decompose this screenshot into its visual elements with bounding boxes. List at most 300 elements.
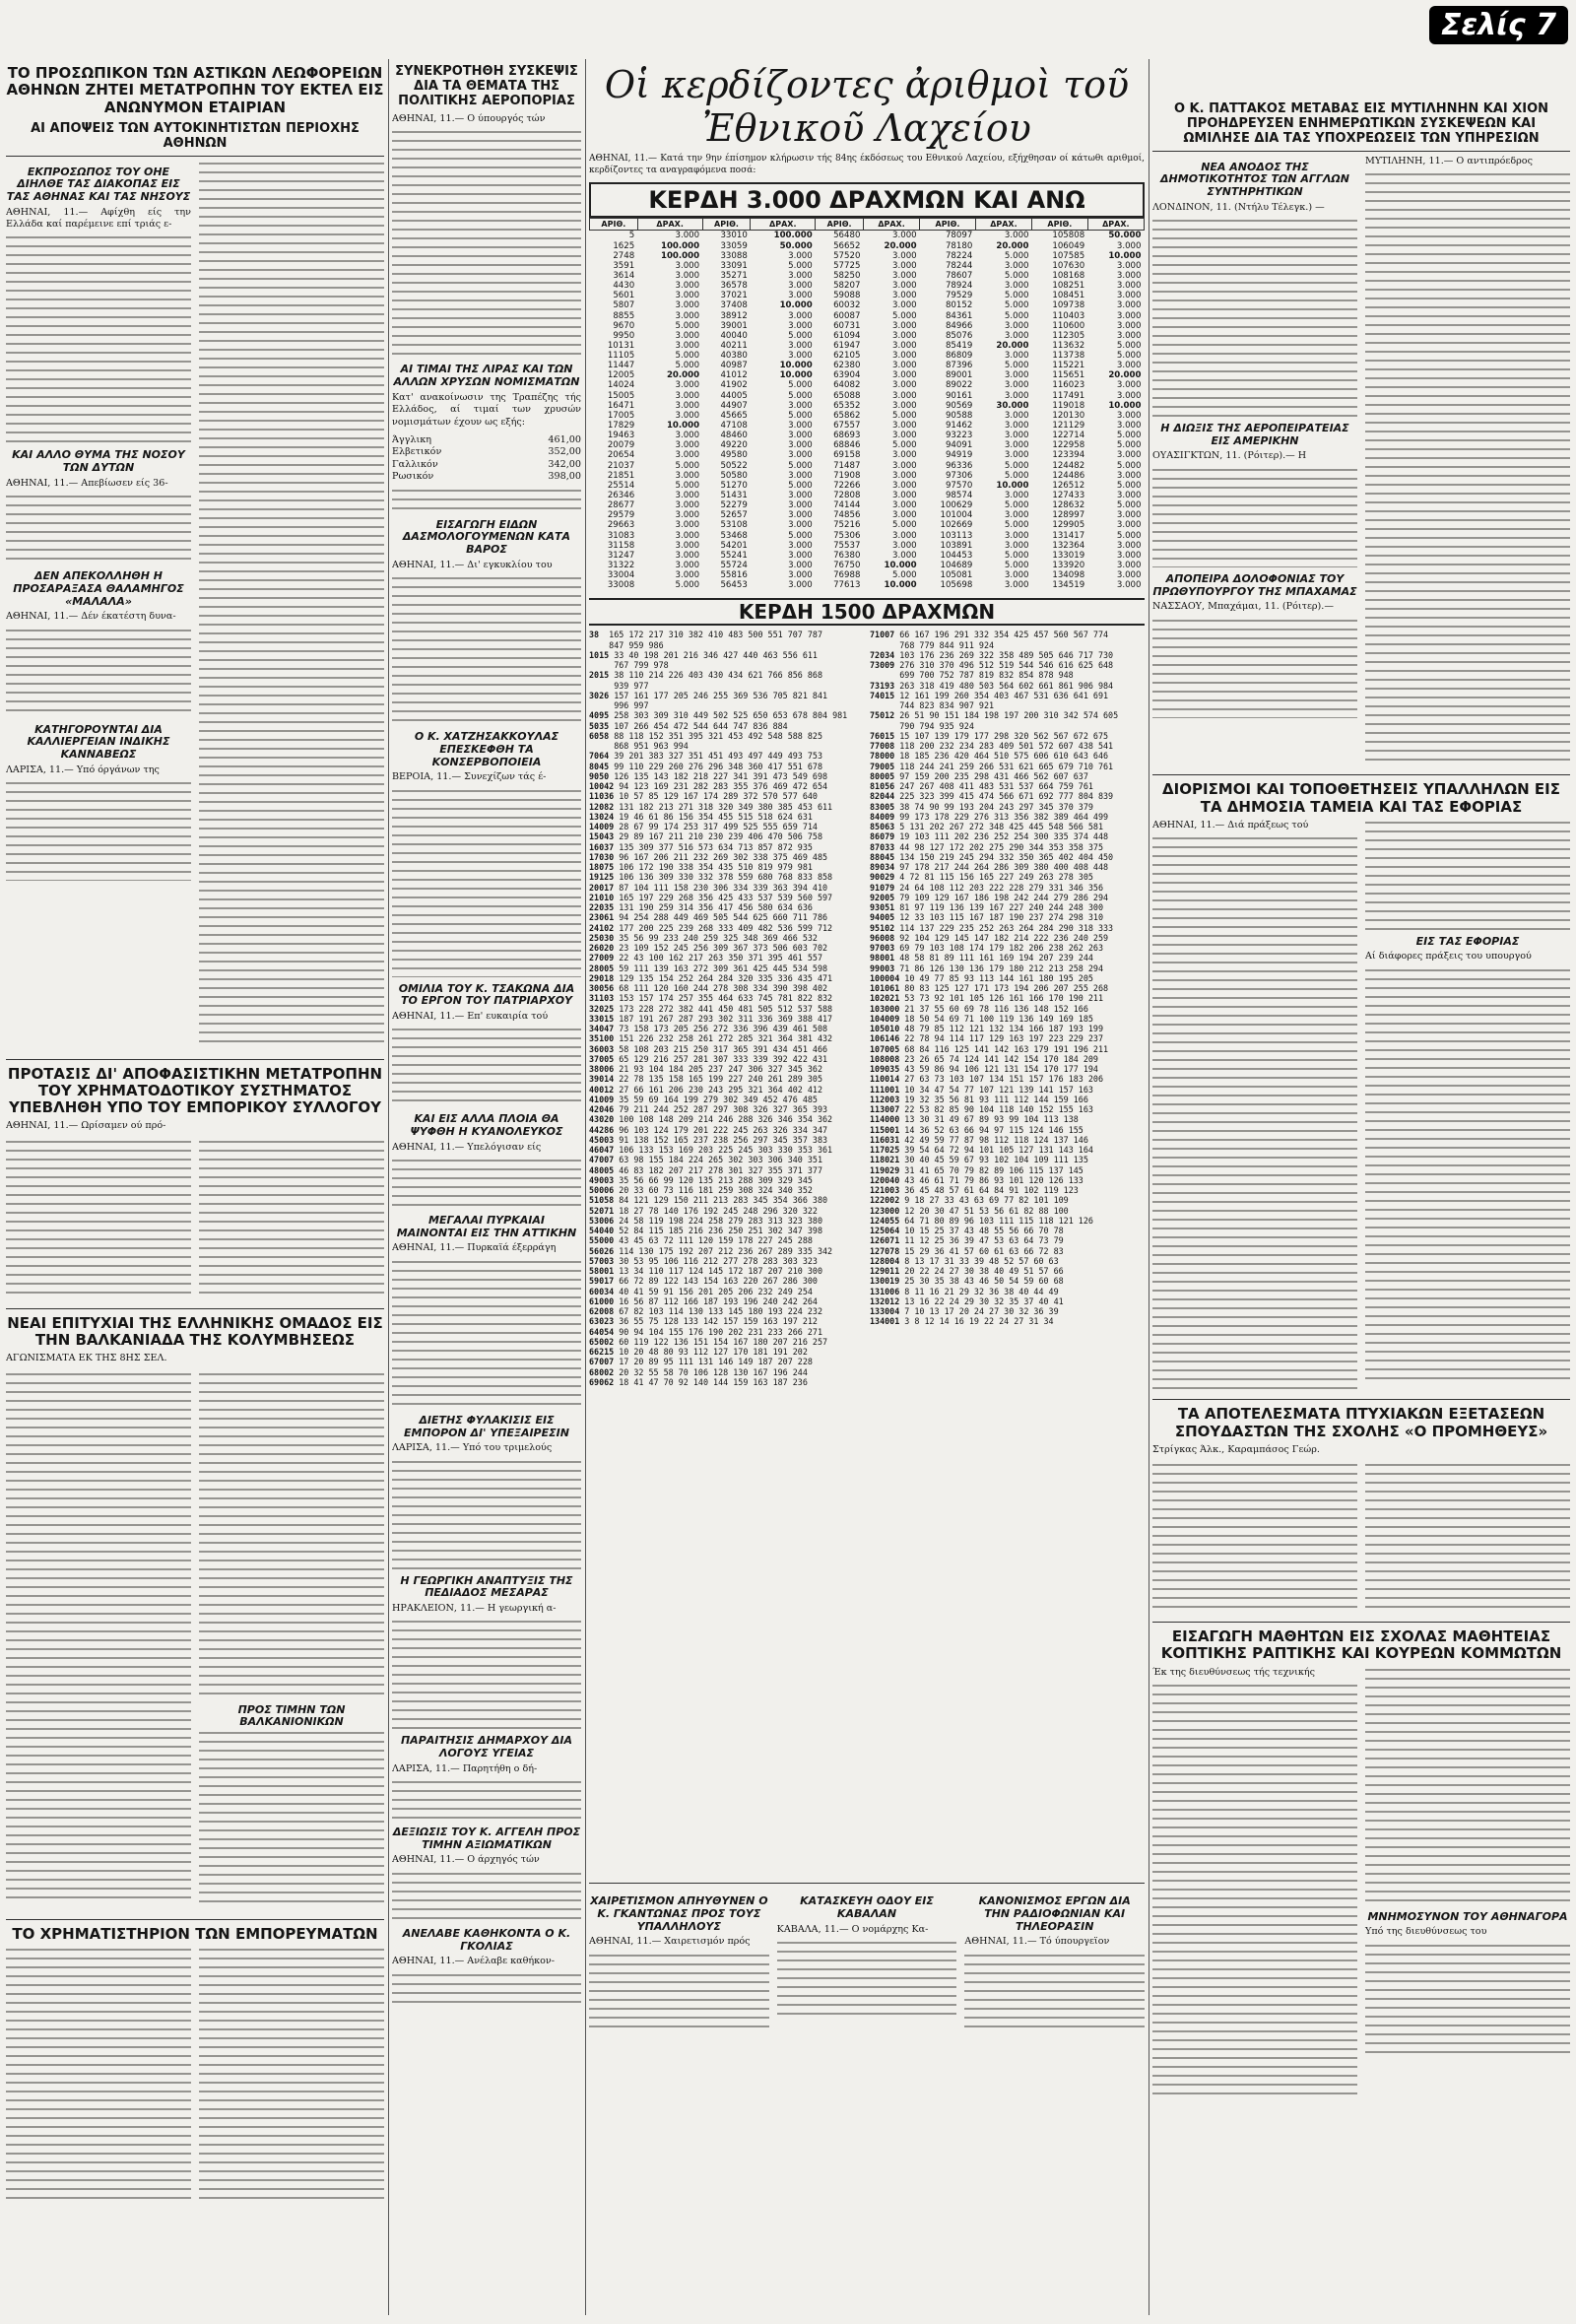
- lottery-number: 116023: [1052, 380, 1085, 391]
- lottery-number: 9950: [613, 330, 635, 341]
- lottery-amount: 3.000: [1004, 570, 1029, 581]
- lottery-number: 35271: [720, 270, 748, 281]
- lottery-number: 47108: [720, 421, 748, 432]
- lottery-amount: 10.000: [779, 370, 813, 381]
- numbers-line: 95102 114 137 229 235 252 263 264 284 290 318 333: [870, 922, 1114, 933]
- lottery-number: 108451: [1052, 291, 1085, 301]
- two-col-block: [1152, 156, 1570, 770]
- numbers-line: 90029 4 72 81 115 156 165 227 249 263 278 305: [870, 872, 1093, 883]
- lottery-number: 17005: [607, 410, 635, 421]
- numbers-line: 7064 39 201 383 327 351 451 493 497 449 493 753: [589, 751, 822, 762]
- lottery-number: 90161: [945, 390, 973, 401]
- lottery-amount: 5.000: [1004, 470, 1029, 481]
- numbers-line: 91079 24 64 108 112 203 222 228 279 331 346 356: [870, 882, 1103, 893]
- divider: [1152, 1399, 1570, 1400]
- numbers-line: 86079 19 103 111 202 236 252 254 300 335 374 448: [870, 831, 1109, 842]
- sub-column: [6, 161, 191, 1055]
- numbers-line: 120040 43 46 61 71 79 86 93 101 120 126 133: [870, 1174, 1084, 1185]
- numbers-line: 88045 134 150 219 245 294 332 350 365 402 404 450: [870, 851, 1114, 862]
- numbers-line: 127078 15 29 36 41 57 60 61 63 66 72 83: [870, 1245, 1064, 1256]
- article-lead: ΑΘΗΝΑΙ, 11.— Χαιρετισμόν πρός: [589, 1936, 751, 1948]
- lottery-amount: 3.000: [675, 530, 700, 541]
- article-lead: ΑΘΗΝΑΙ, 11.— Πυρκαϊά έξερράγη: [392, 1242, 557, 1254]
- lottery-row: [590, 500, 1145, 510]
- numbers-line: 19125 106 136 309 330 332 378 559 680 768 833 858: [589, 872, 833, 883]
- lottery-number: 78224: [945, 250, 973, 261]
- numbers-line: 46047 106 133 153 169 203 225 245 303 330 353 361: [589, 1145, 833, 1156]
- lottery-amount: 10.000: [884, 580, 917, 591]
- subhead-athenagoras-memorial: ΜΝΗΜΟΣΥΝΟΝ ΤΟΥ ΑΘΗΝΑΓΟΡΑ: [1367, 1909, 1568, 1923]
- subhead-conservatives: ΝΕΑ ΑΝΟΔΟΣ ΤΗΣ ΔΗΜΟΤΙΚΟΤΗΤΟΣ ΤΩΝ ΑΓΓΛΩΝ ΣΥΝΤΗΡΗΤΙΚΩΝ: [1160, 160, 1349, 199]
- lottery-number: 89022: [945, 380, 973, 391]
- numbers-line: 16037 135 309 377 516 573 634 713 857 872 935: [589, 841, 813, 852]
- numbers-line: 111001 10 34 47 54 77 107 121 139 141 157 163: [870, 1084, 1093, 1095]
- lottery-row: [590, 391, 1145, 401]
- numbers-line: 32025 173 228 272 382 441 450 481 505 512 537 588: [589, 1003, 833, 1014]
- lottery-amount: 5.000: [1004, 500, 1029, 511]
- lottery-number: 75306: [833, 530, 861, 541]
- lottery-number: 72266: [833, 480, 861, 491]
- subhead-gold-prices: ΑΙ ΤΙΜΑΙ ΤΗΣ ΛΙΡΑΣ ΚΑΙ ΤΩΝ ΑΛΛΩΝ ΧΡΥΣΩΝ ΝΟΜΙΣΜΑΤΩΝ: [393, 363, 580, 388]
- lottery-amount: 3.000: [1004, 370, 1029, 381]
- numbers-line: 107005 68 84 116 125 141 142 163 179 191 196 211: [870, 1043, 1109, 1054]
- lottery-amount: 3.000: [788, 421, 813, 432]
- numbers-line: 28005 59 111 139 163 272 309 361 425 445 534 598: [589, 963, 828, 973]
- lottery-number: 124482: [1052, 460, 1085, 471]
- article-text-block: [392, 1974, 581, 2004]
- lottery-amount: 3.000: [892, 540, 917, 551]
- lottery-number: 112305: [1052, 330, 1085, 341]
- lottery-amount: 3.000: [1004, 231, 1029, 241]
- lottery-number: 61094: [833, 330, 861, 341]
- article-lead: Υπό της διευθύνσεως του: [1365, 1926, 1487, 1938]
- lottery-amount: 3.000: [788, 250, 813, 261]
- headline-apprentice-schools: ΕΙΣΑΓΩΓΗ ΜΑΘΗΤΩΝ ΕΙΣ ΣΧΟΛΑΣ ΜΑΘΗΤΕΙΑΣ ΚΟΠΤΙΚΗΣ ΡΑΠΤΙΚΗΣ ΚΑΙ ΚΟΥΡΕΩΝ ΚΟΜΜΩΤΩΝ: [1160, 1627, 1562, 1663]
- article-text-block: [1152, 220, 1357, 417]
- subhead-kavala-road: ΚΑΤΑΣΚΕΥΗ ΟΔΟΥ ΕΙΣ ΚΑΒΑΛΑΝ: [800, 1894, 934, 1921]
- lottery-row: [590, 370, 1145, 380]
- lottery-number: 55241: [720, 550, 748, 561]
- lottery-amount: 3.000: [1004, 351, 1029, 362]
- lottery-number: 91462: [945, 421, 973, 432]
- lottery-number: 65088: [833, 390, 861, 401]
- numbers-line: 66215 10 20 48 80 93 112 127 170 181 191 202: [589, 1347, 808, 1358]
- numbers-line: 101061 80 83 125 127 171 173 194 206 207 255 268: [870, 983, 1109, 994]
- lottery-number: 133920: [1052, 561, 1085, 571]
- lottery-number: 59088: [833, 291, 861, 301]
- divider: [6, 156, 384, 157]
- numbers-line: 106146 22 78 94 114 117 129 163 197 223 229 237: [870, 1033, 1103, 1044]
- lottery-amount: 20.000: [996, 340, 1029, 351]
- numbers-line: 84009 99 173 178 229 276 313 356 382 389 464 499: [870, 811, 1109, 822]
- numbers-line: 41009 35 59 69 164 199 279 302 349 452 476 485: [589, 1094, 818, 1104]
- lottery-amount: 3.000: [1004, 380, 1029, 391]
- numbers-line: 50006 20 33 60 73 116 181 259 308 324 340 352: [589, 1185, 813, 1196]
- lottery-amount: 3.000: [788, 550, 813, 561]
- lottery-amount: 5.000: [675, 361, 700, 371]
- lottery-number: 132364: [1052, 540, 1085, 551]
- lottery-number: 50522: [720, 460, 748, 471]
- numbers-line: 18075 106 172 190 338 354 435 510 819 979 981: [589, 862, 813, 873]
- numbers-line: 117025 39 54 64 72 94 101 105 127 131 143 164: [870, 1145, 1093, 1156]
- lottery-amount: 5.000: [675, 580, 700, 591]
- article-text-block: [6, 236, 191, 443]
- numbers-line: 39014 22 78 135 158 165 199 227 240 261 289 305: [589, 1074, 822, 1085]
- lottery-number: 58207: [833, 281, 861, 292]
- two-col-block: [6, 161, 384, 1055]
- lottery-number: 127433: [1052, 491, 1085, 501]
- column-divider: [388, 59, 389, 2315]
- article-text-block: [199, 1373, 384, 1698]
- lottery-number: 25514: [607, 480, 635, 491]
- lottery-row: [590, 311, 1145, 321]
- lottery-amount: 5.000: [1004, 291, 1029, 301]
- lottery-amount: 20.000: [884, 240, 917, 251]
- lottery-number: 101004: [940, 510, 973, 521]
- numbers-line: 132012 13 16 22 24 29 30 32 35 37 40 41: [870, 1295, 1064, 1306]
- numbers-line: 27009 22 43 100 162 217 263 350 371 395 461 557: [589, 953, 822, 963]
- lottery-number: 84361: [945, 310, 973, 321]
- lottery-row: [590, 271, 1145, 281]
- article-text-block: [392, 1873, 581, 1922]
- lottery-number: 40987: [720, 361, 748, 371]
- lottery-number: 57725: [833, 260, 861, 271]
- lottery-number: 11447: [607, 361, 635, 371]
- article-lead: ΚΑΒΑΛΑ, 11.— Ο νομάρχης Κα-: [776, 1923, 929, 1935]
- numbers-line: 38006 21 93 104 184 205 237 247 306 327 345 362: [589, 1064, 822, 1075]
- lottery-number: 69158: [833, 450, 861, 461]
- lottery-amount: 3.000: [1116, 361, 1142, 371]
- lottery-amount: 3.000: [892, 270, 917, 281]
- article-text-block: [1365, 1669, 1570, 1905]
- subhead-un-representative: ΕΚΠΡΟΣΩΠΟΣ ΤΟΥ ΟΗΕ ΔΙΗΛΘΕ ΤΑΣ ΔΙΑΚΟΠΑΣ ΕΙΣ ΤΑΣ ΑΘΗΝΑΣ ΚΑΙ ΤΑΣ ΝΗΣΟΥΣ: [6, 165, 191, 203]
- lottery-amount: 3.000: [1004, 330, 1029, 341]
- subhead-fires: ΜΕΓΑΛΑΙ ΠΥΡΚΑΙΑΙ ΜΑΙΝΟΝΤΑΙ ΕΙΣ ΤΗΝ ΑΤΤΙΚΗΝ: [396, 1214, 577, 1239]
- numbers-line: 78000 18 185 236 420 464 510 575 606 610 643 646: [870, 751, 1109, 762]
- numbers-line: 125064 10 15 25 37 43 48 55 56 66 70 78: [870, 1226, 1064, 1236]
- article-greeting: [589, 1890, 769, 2038]
- lottery-number: 39001: [720, 320, 748, 331]
- numbers-line: 768 779 844 911 924: [870, 639, 995, 650]
- lottery-amount: 3.000: [788, 351, 813, 362]
- lottery-amount: 20.000: [666, 370, 700, 381]
- lottery-number: 37408: [720, 300, 748, 311]
- subhead-bahamas: ΑΠΟΠΕΙΡΑ ΔΟΛΟΦΟΝΙΑΣ ΤΟΥ ΠΡΩΘΥΠΟΥΡΓΟΥ ΤΗΣ ΜΠΑΧΑΜΑΣ: [1152, 571, 1357, 598]
- article-text-block: [6, 496, 191, 564]
- article-text-block: [392, 577, 581, 725]
- article-text-block: [1365, 969, 1570, 1383]
- lottery-number: 5807: [613, 300, 635, 311]
- numbers-line: 122002 9 18 27 33 43 63 69 77 82 101 109: [870, 1195, 1069, 1206]
- lottery-amount: 3.000: [1116, 380, 1142, 391]
- numbers-line: 68002 20 32 55 58 70 106 128 130 167 196 244: [589, 1366, 808, 1377]
- sub-column: [1152, 820, 1357, 1395]
- lottery-number: 21037: [607, 460, 635, 471]
- lottery-number: 5: [628, 231, 635, 241]
- lottery-amount: 5.000: [892, 410, 917, 421]
- sub-column: [199, 1371, 384, 1915]
- lottery-amount: 3.000: [788, 580, 813, 591]
- subhead-messara-plain: Η ΓΕΩΡΓΙΚΗ ΑΝΑΠΤΥΞΙΣ ΤΗΣ ΠΕΔΙΑΔΟΣ ΜΕΣΑΡΑΣ: [400, 1573, 573, 1600]
- numbers-line: 105010 48 79 85 112 121 132 134 166 187 193 199: [870, 1024, 1103, 1034]
- lottery-amount: 10.000: [884, 561, 917, 571]
- lottery-number: 68846: [833, 440, 861, 451]
- lottery-number: 115221: [1052, 361, 1085, 371]
- article-lead: ΑΘΗΝΑΙ, 11.— Επ' ευκαιρία τού: [392, 1010, 549, 1022]
- lottery-row: [590, 380, 1145, 390]
- lottery-amount: 30.000: [996, 400, 1029, 411]
- lottery-amount: 3.000: [788, 320, 813, 331]
- lottery-number: 33088: [720, 250, 748, 261]
- numbers-line: 11036 10 57 85 129 167 174 289 372 570 577 640: [589, 791, 818, 802]
- lottery-number: 87396: [945, 361, 973, 371]
- numbers-line: 74015 12 161 199 260 354 403 467 531 636 641 691: [870, 690, 1109, 700]
- subhead-greeting: ΧΑΙΡΕΤΙΣΜΟΝ ΑΠΗΥΘΥΝΕΝ Ο Κ. ΓΚΑΝΤΩΝΑΣ ΠΡΟΣ ΤΟΥΣ ΥΠΑΛΛΗΛΟΥΣ: [590, 1894, 768, 1933]
- lottery-amount: 10.000: [1108, 250, 1142, 261]
- lottery-number: 38912: [720, 310, 748, 321]
- lottery-amount: 3.000: [1004, 540, 1029, 551]
- lottery-number: 36578: [720, 281, 748, 292]
- lottery-table-body: [590, 231, 1145, 591]
- numbers-line: 75012 26 51 90 151 184 198 197 200 310 342 574 605: [870, 710, 1119, 721]
- numbers-line: 42046 79 211 244 252 287 297 308 326 327 365 393: [589, 1104, 828, 1115]
- article-lead: ΑΘΗΝΑΙ, 11.— Ο άρχηγός τών: [392, 1854, 540, 1866]
- headline-buses: ΤΟ ΠΡΟΣΩΠΙΚΟΝ ΤΩΝ ΑΣΤΙΚΩΝ ΛΕΩΦΟΡΕΙΩΝ ΑΘΗΝΩΝ ΖΗΤΕΙ ΜΕΤΑΤΡΟΠΗΝ ΤΟΥ ΕΚΤΕΛ ΕΙΣ ΑΝΩΝΥΜΟΝ ΕΤΑΙΡΙΑΝ: [6, 64, 384, 116]
- lottery-amount: 3.000: [1116, 291, 1142, 301]
- lottery-amount: 3.000: [892, 450, 917, 461]
- lottery-amount: 3.000: [1004, 450, 1029, 461]
- lottery-number: 56652: [833, 240, 861, 251]
- numbers-line: 744 823 834 907 921: [870, 700, 995, 711]
- subhead-patriarch-speech: ΟΜΙΛΙΑ ΤΟΥ Κ. ΤΣΑΚΩΝΑ ΔΙΑ ΤΟ ΕΡΓΟΝ ΤΟΥ ΠΑΤΡΙΑΡΧΟΥ: [398, 981, 575, 1008]
- lottery-heading-3000: ΚΕΡΔΗ 3.000 ΔΡΑΧΜΩΝ ΚΑΙ ΑΝΩ: [589, 182, 1145, 218]
- divider: [1152, 1622, 1570, 1623]
- lottery-amount: 5.000: [1116, 500, 1142, 511]
- headline-pattakos: Ο Κ. ΠΑΤΤΑΚΟΣ ΜΕΤΑΒΑΣ ΕΙΣ ΜΥΤΙΛΗΝΗΝ ΚΑΙ ΧΙΟΝ ΠΡΟΗΔΡΕΥΣΕΝ ΕΝΗΜΕΡΩΤΙΚΩΝ ΣΥΣΚΕΨΕΩΝ ΚΑΙ ΩΜΙΛΗΣΕ ΔΙΑ ΤΑΣ ΥΠΟΧΡΕΩΣΕΙΣ ΤΩΝ ΥΠΗΡΕΣΙΩΝ: [1173, 101, 1549, 146]
- lottery-amount: 5.000: [1116, 440, 1142, 451]
- numbers-line: 21010 165 197 229 268 356 425 433 537 539 560 597: [589, 892, 833, 902]
- lottery-number: 29663: [607, 520, 635, 531]
- lottery-amount: 5.000: [1116, 340, 1142, 351]
- numbers-line: 15043 29 89 167 211 210 230 239 406 470 506 758: [589, 831, 822, 842]
- article-lead: ΑΘΗΝΑΙ, 11.— Αφίχθη είς την Ελλάδα καί παρέμεινε επί τριάς ε-: [6, 206, 191, 231]
- numbers-line: 1015 33 40 198 201 216 346 427 440 463 556 611: [589, 649, 818, 660]
- lottery-amount: 5.000: [788, 380, 813, 391]
- lottery-amount: 3.000: [892, 300, 917, 311]
- lottery-number: 15005: [607, 390, 635, 401]
- column-lottery: [589, 59, 1145, 2315]
- article-lead: ΑΘΗΝΑΙ, 11.— Δι' εγκυκλίου του: [392, 559, 553, 570]
- lottery-heading-1500: ΚΕΡΔΗ 1500 ΔΡΑΧΜΩΝ: [589, 598, 1145, 626]
- lottery-number: 56480: [833, 231, 861, 241]
- lottery-amount: 5.000: [788, 390, 813, 401]
- lottery-title: Οἱ κερδίζοντες ἀριθμοὶ τοῦ Ἐθνικοῦ Λαχείου: [604, 63, 1130, 150]
- lottery-amount: 5.000: [788, 460, 813, 471]
- lottery-number: 65862: [833, 410, 861, 421]
- lottery-number: 96336: [945, 460, 973, 471]
- lottery-amount: 3.000: [1004, 421, 1029, 432]
- numbers-line: 110014 27 63 73 103 107 134 151 157 176 183 206: [870, 1074, 1103, 1085]
- numbers-line: 25030 35 56 99 233 240 259 325 348 369 466 532: [589, 932, 818, 943]
- numbers-line: 2015 38 110 214 226 403 430 434 621 766 856 868: [589, 670, 822, 681]
- article-text-block: [392, 790, 581, 977]
- article-text-block: [6, 1373, 191, 1905]
- numbers-line: 73009 276 310 370 496 512 519 544 546 616 625 648: [870, 660, 1114, 671]
- lottery-number: 78244: [945, 260, 973, 271]
- numbers-line: 31103 153 157 174 257 355 464 633 745 781 822 832: [589, 993, 833, 1004]
- numbers-line: 89034 97 178 217 244 264 286 309 380 400 408 448: [870, 862, 1109, 873]
- lottery-amount: 5.000: [892, 310, 917, 321]
- article-lead: ΝΑΣΣΑΟΥ, Μπαχάμαι, 11. (Ρόιτερ).—: [1152, 601, 1334, 613]
- lottery-number: 104689: [940, 561, 973, 571]
- lottery-amount: 3.000: [892, 470, 917, 481]
- numbers-line: 118021 30 40 45 59 67 93 102 104 109 111 135: [870, 1155, 1088, 1165]
- numbers-line: 38 165 172 217 310 382 410 483 500 551 707 787: [589, 630, 822, 640]
- lottery-amount: 3.000: [675, 291, 700, 301]
- lottery-row: [590, 551, 1145, 561]
- lottery-amount: 3.000: [892, 421, 917, 432]
- lottery-amount: 3.000: [788, 431, 813, 441]
- lottery-number: 5601: [613, 291, 635, 301]
- numbers-line: 45003 91 138 152 165 237 238 256 297 345 357 383: [589, 1134, 828, 1145]
- lottery-number: 33004: [607, 570, 635, 581]
- lottery-row: [590, 440, 1145, 450]
- lottery-amount: 3.000: [892, 260, 917, 271]
- lottery-amount: 5.000: [1004, 550, 1029, 561]
- lottery-number: 31322: [607, 561, 635, 571]
- article-lead: ΑΘΗΝΑΙ, 11.— Διά πράξεως τού: [1152, 819, 1309, 830]
- numbers-line: 20017 87 104 111 158 230 306 334 339 363 394 410: [589, 882, 828, 893]
- lottery-amount: 3.000: [1004, 440, 1029, 451]
- lottery-amount: 3.000: [892, 510, 917, 521]
- lottery-number: 52657: [720, 510, 748, 521]
- lottery-number: 86809: [945, 351, 973, 362]
- numbers-line: 82044 225 323 399 415 474 566 671 692 777 804 839: [870, 791, 1114, 802]
- lottery-amount: 3.000: [892, 351, 917, 362]
- article-text-block: [199, 1732, 384, 1909]
- lottery-number: 79529: [945, 291, 973, 301]
- article-lead: ΑΘΗΝΑΙ, 11.— Δέν έκατέστη δυνα-: [6, 611, 176, 623]
- lottery-row: [590, 481, 1145, 491]
- numbers-line: 134001 3 8 12 14 16 19 22 24 27 31 34: [870, 1316, 1054, 1327]
- numbers-line: 80005 97 159 200 235 298 431 466 562 607 637: [870, 770, 1088, 781]
- column-divider: [585, 59, 586, 2315]
- lottery-amount: 3.000: [1116, 390, 1142, 401]
- lottery-row: [590, 541, 1145, 551]
- bottom-articles: [589, 1890, 1145, 2038]
- numbers-line: 94005 12 33 103 115 167 187 190 237 274 298 310: [870, 912, 1103, 923]
- lottery-amount: 3.000: [892, 380, 917, 391]
- two-col-block: [6, 1371, 384, 1915]
- lottery-number: 40211: [720, 340, 748, 351]
- numbers-line: 116031 42 49 59 77 87 98 112 118 124 137 146: [870, 1134, 1088, 1145]
- lottery-number: 71908: [833, 470, 861, 481]
- lottery-number: 68693: [833, 431, 861, 441]
- lottery-amount: 5.000: [675, 460, 700, 471]
- numbers-line: 108008 23 26 65 74 124 141 142 154 170 184 209: [870, 1053, 1098, 1064]
- lottery-number: 56453: [720, 580, 748, 591]
- lottery-amount: 3.000: [788, 340, 813, 351]
- two-col-block: [1152, 1462, 1570, 1618]
- lottery-row: [590, 231, 1145, 241]
- lottery-amount: 3.000: [892, 500, 917, 511]
- lottery-row: [590, 510, 1145, 520]
- lottery-number: 98574: [945, 491, 973, 501]
- lottery-amount: 3.000: [788, 281, 813, 292]
- lottery-number: 33008: [607, 580, 635, 591]
- sub-column: [1365, 156, 1570, 770]
- numbers-line: 47007 63 98 155 184 224 265 302 303 306 340 351: [589, 1155, 822, 1165]
- lottery-amount: 20.000: [1108, 370, 1142, 381]
- lottery-row: [590, 331, 1145, 341]
- numbers-line: 17030 96 167 206 211 232 269 302 338 375 469 485: [589, 851, 828, 862]
- headline-financing-proposal: ΠΡΟΤΑΣΙΣ ΔΙ' ΑΠΟΦΑΣΙΣΤΙΚΗΝ ΜΕΤΑΤΡΟΠΗΝ ΤΟΥ ΧΡΗΜΑΤΟΔΟΤΙΚΟΥ ΣΥΣΤΗΜΑΤΟΣ ΥΠΕΒΛΗΘΗ ΥΠΟ ΤΟΥ ΕΜΠΟΡΙΚΟΥ ΣΥΛΛΟΓΟΥ: [7, 1064, 383, 1117]
- article-text-block: [1152, 1464, 1357, 1612]
- lottery-number: 121129: [1052, 421, 1085, 432]
- lottery-number: 2748: [613, 250, 635, 261]
- lottery-amount: 3.000: [675, 281, 700, 292]
- article-lead: ΑΘΗΝΑΙ, 11.— Τό ύπουργεϊον: [964, 1936, 1110, 1948]
- article-lead: ΒΕΡΟΙΑ, 11.— Συνεχίζων τάς έ-: [392, 771, 547, 783]
- lottery-number: 107630: [1052, 260, 1085, 271]
- lottery-row: [590, 291, 1145, 300]
- subhead-tax-offices: ΕΙΣ ΤΑΣ ΕΦΟΡΙΑΣ: [1415, 934, 1520, 948]
- lottery-row: [590, 580, 1145, 590]
- lottery-number: 60032: [833, 300, 861, 311]
- lottery-amount: 3.000: [1004, 390, 1029, 401]
- numbers-line: 996 997: [589, 700, 649, 711]
- lottery-amount: 3.000: [788, 561, 813, 571]
- numbers-line: 33015 187 191 267 287 293 302 311 336 369 388 417: [589, 1013, 833, 1024]
- lottery-number: 33010: [720, 231, 748, 241]
- lottery-amount: 3.000: [675, 550, 700, 561]
- numbers-line: 40012 27 66 161 206 230 243 295 321 364 402 412: [589, 1084, 822, 1095]
- lottery-number: 9670: [613, 320, 635, 331]
- lottery-number: 45665: [720, 410, 748, 421]
- lottery-amount: 3.000: [675, 510, 700, 521]
- numbers-line: 939 977: [589, 680, 649, 691]
- lottery-amount: 3.000: [892, 231, 917, 241]
- lottery-amount: 3.000: [675, 520, 700, 531]
- lottery-amount: 3.000: [675, 570, 700, 581]
- article-text-block: [6, 1141, 191, 1298]
- divider: [1152, 774, 1570, 775]
- lottery-number: 78924: [945, 281, 973, 292]
- lottery-amount: 50.000: [779, 240, 813, 251]
- lottery-number: 107585: [1052, 250, 1085, 261]
- lottery-number: 49580: [720, 450, 748, 461]
- lottery-number: 10131: [607, 340, 635, 351]
- article-lead: Έκ της διευθύνσεως τής τεχνικής: [1152, 1666, 1315, 1678]
- article-text-block: [964, 1955, 1145, 2033]
- lottery-amount: 3.000: [1004, 320, 1029, 331]
- lottery-amount: 5.000: [675, 351, 700, 362]
- lottery-amount: 3.000: [675, 330, 700, 341]
- lottery-number: 97570: [945, 480, 973, 491]
- lottery-amount: 3.000: [892, 431, 917, 441]
- article-text-block: [1365, 1464, 1570, 1612]
- gold-row: Ρωσικόν 398,00: [392, 471, 581, 483]
- numbers-line: 112003 19 32 35 56 81 93 111 112 144 159 166: [870, 1094, 1088, 1104]
- lottery-row: [590, 561, 1145, 570]
- lottery-number: 53468: [720, 530, 748, 541]
- lottery-amount: 5.000: [675, 480, 700, 491]
- numbers-line: 103000 21 37 55 60 69 78 116 136 148 152 166: [870, 1003, 1088, 1014]
- lottery-number: 94091: [945, 440, 973, 451]
- divider: [6, 1059, 384, 1060]
- two-col-block: [6, 1139, 384, 1304]
- subhead-imports: ΕΙΣΑΓΩΓΗ ΕΙΔΩΝ ΔΑΣΜΟΛΟΓΟΥΜΕΝΩΝ ΚΑΤΑ ΒΑΡΟΣ: [402, 517, 571, 557]
